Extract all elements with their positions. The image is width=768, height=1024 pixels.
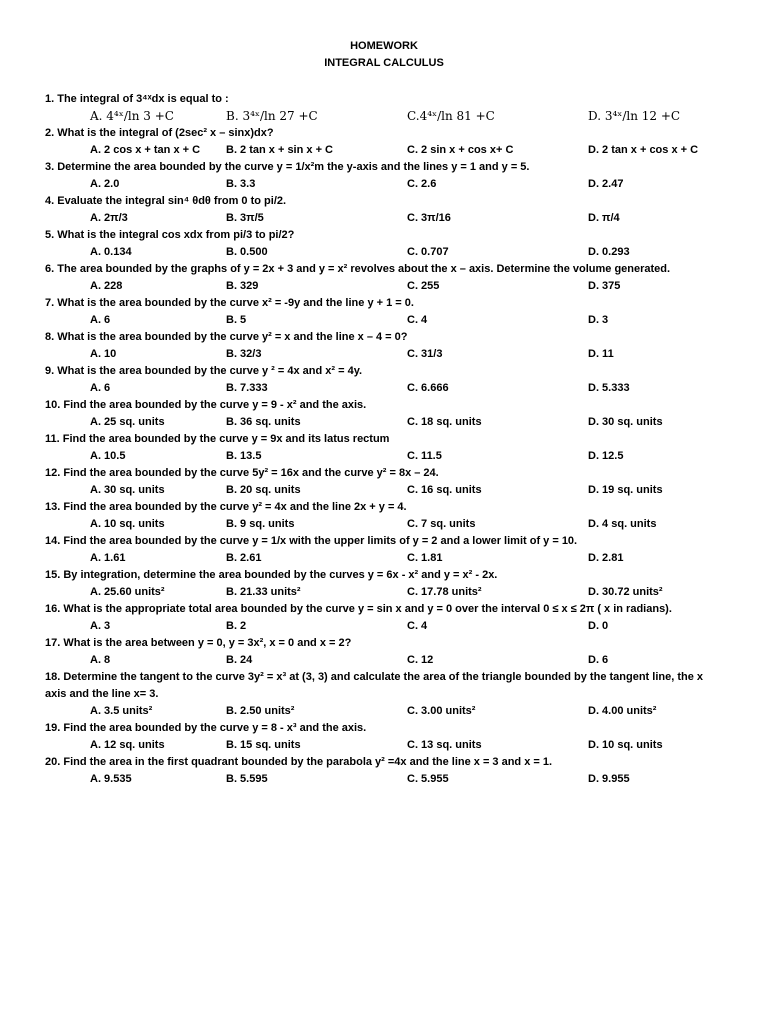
answer-option-d: D. 2 tan x + cos x + C (588, 144, 699, 156)
answer-option-d: D. 0.293 (588, 246, 630, 258)
answer-options (45, 771, 725, 788)
question-text: 18. Determine the tangent to the curve 3y² = x³ at (3, 3) and calculate the area of the triangle bounded by the tangent line, the x axis and the line x= 3. (45, 671, 704, 700)
answer-option-d: D. 11 (588, 348, 614, 360)
answer-option-b: B. 32/3 (226, 348, 262, 360)
question-item (45, 261, 725, 295)
question-item (45, 329, 725, 363)
answer-option-c: C. 4 (407, 314, 428, 326)
question-item (45, 193, 725, 227)
answer-option-d: D. π/4 (588, 212, 620, 224)
question-text: 13. Find the area bounded by the curve y² = 4x and the line 2x + y = 4. (45, 501, 407, 513)
answer-option-b: B. 5.595 (226, 773, 268, 785)
answer-option-b: B. 2.50 units² (226, 705, 295, 717)
answer-option-c: C. 5.955 (407, 773, 449, 785)
question-text: 1. The integral of 3⁴ˣdx is equal to : (45, 93, 229, 105)
answer-option-b: B. 7.333 (226, 382, 268, 394)
question-item (45, 499, 725, 533)
document-title: HOMEWORK (350, 40, 418, 52)
answer-option-d: D. 6 (588, 654, 609, 666)
question-text: 19. Find the area bounded by the curve y = 8 - x³ and the axis. (45, 722, 367, 734)
answer-option-c: C. 31/3 (407, 348, 443, 360)
answer-option-a: A. 0.134 (90, 246, 132, 258)
answer-option-a: A. 228 (90, 280, 123, 292)
answer-option-d: D. 4 sq. units (588, 518, 657, 530)
answer-options (45, 414, 725, 431)
question-item (45, 363, 725, 397)
answer-option-a: A. 8 (90, 654, 111, 666)
question-text: 14. Find the area bounded by the curve y = 1/x with the upper limits of y = 2 and a lower limit of y = 10. (45, 535, 578, 547)
answer-options (45, 618, 725, 635)
question-text: 17. What is the area between y = 0, y = 3x², x = 0 and x = 2? (45, 637, 352, 649)
answer-option-c: C. 12 (407, 654, 434, 666)
question-text: 15. By integration, determine the area bounded by the curves y = 6x - x² and y = x² - 2x. (45, 569, 498, 581)
question-item (45, 720, 725, 754)
question-text: 2. What is the integral of (2sec² x – sinx)dx? (45, 127, 274, 139)
answer-option-d: D. 12.5 (588, 450, 624, 462)
answer-option-b: B. 20 sq. units (226, 484, 301, 496)
document-subtitle: INTEGRAL CALCULUS (324, 57, 444, 69)
answer-option-c: C. 13 sq. units (407, 739, 482, 751)
answer-option-d: D. 2.81 (588, 552, 624, 564)
answer-option-b: B. 3π/5 (226, 212, 264, 224)
answer-option-b: B. 3⁴ˣ/ln 27 +C (226, 109, 318, 123)
answer-option-b: B. 3.3 (226, 178, 256, 190)
answer-options (45, 380, 725, 397)
question-item (45, 91, 725, 125)
answer-option-a: A. 6 (90, 382, 111, 394)
question-text: 5. What is the integral cos xdx from pi/3 to pi/2? (45, 229, 295, 241)
answer-option-a: A. 12 sq. units (90, 739, 165, 751)
question-text: 12. Find the area bounded by the curve 5y² = 16x and the curve y² = 8x – 24. (45, 467, 439, 479)
answer-option-c: C. 0.707 (407, 246, 449, 258)
answer-option-c: C.4⁴ˣ/ln 81 +C (407, 109, 495, 123)
question-item (45, 431, 725, 465)
question-item (45, 635, 725, 669)
answer-option-a: A. 1.61 (90, 552, 126, 564)
question-list (45, 91, 725, 788)
answer-options (45, 584, 725, 601)
answer-option-a: A. 30 sq. units (90, 484, 165, 496)
question-text: 7. What is the area bounded by the curve x² = -9y and the line y + 1 = 0. (45, 297, 414, 309)
answer-option-c: C. 16 sq. units (407, 484, 482, 496)
question-text: 10. Find the area bounded by the curve y = 9 - x² and the axis. (45, 399, 367, 411)
question-item (45, 227, 725, 261)
answer-options (45, 210, 725, 227)
answer-option-a: A. 10 sq. units (90, 518, 165, 530)
answer-option-a: A. 4⁴ˣ/ln 3 +C (90, 109, 174, 123)
question-text: 8. What is the area bounded by the curve y² = x and the line x – 4 = 0? (45, 331, 408, 343)
answer-options (45, 703, 725, 720)
answer-option-b: B. 24 (226, 654, 253, 666)
answer-option-b: B. 36 sq. units (226, 416, 301, 428)
answer-option-c: C. 17.78 units² (407, 586, 482, 598)
answer-option-c: C. 3π/16 (407, 212, 451, 224)
question-text: 11. Find the area bounded by the curve y = 9x and its latus rectum (45, 433, 390, 445)
answer-option-a: A. 2.0 (90, 178, 120, 190)
answer-option-c: C. 3.00 units² (407, 705, 476, 717)
answer-option-d: D. 30 sq. units (588, 416, 663, 428)
answer-options (45, 482, 725, 499)
answer-option-d: D. 2.47 (588, 178, 624, 190)
answer-option-c: C. 2.6 (407, 178, 437, 190)
answer-option-d: D. 9.955 (588, 773, 630, 785)
question-text: 9. What is the area bounded by the curve y ² = 4x and x² = 4y. (45, 365, 363, 377)
answer-option-d: D. 30.72 units² (588, 586, 663, 598)
question-text: 20. Find the area in the first quadrant bounded by the parabola y² =4x and the line x = 3 and x = 1. (45, 756, 553, 768)
answer-options (45, 278, 725, 295)
answer-option-d: D. 375 (588, 280, 621, 292)
answer-option-a: A. 9.535 (90, 773, 132, 785)
answer-option-a: A. 3.5 units² (90, 705, 153, 717)
answer-option-a: A. 10 (90, 348, 117, 360)
answer-option-b: B. 2.61 (226, 552, 262, 564)
answer-option-c: C. 4 (407, 620, 428, 632)
answer-option-c: C. 11.5 (407, 450, 442, 462)
answer-options (45, 652, 725, 669)
question-item (45, 669, 725, 720)
question-item (45, 601, 725, 635)
answer-option-a: A. 2π/3 (90, 212, 128, 224)
answer-option-d: D. 5.333 (588, 382, 630, 394)
answer-option-d: D. 10 sq. units (588, 739, 663, 751)
answer-option-d: D. 0 (588, 620, 609, 632)
question-item (45, 567, 725, 601)
question-item (45, 295, 725, 329)
question-item (45, 533, 725, 567)
answer-options (45, 516, 725, 533)
question-text: 16. What is the appropriate total area bounded by the curve y = sin x and y = 0 over the interval 0 ≤ x ≤ 2π ( x in radians). (45, 603, 672, 615)
answer-option-b: B. 2 (226, 620, 247, 632)
question-text: 3. Determine the area bounded by the curve y = 1/x²m the y-axis and the lines y = 1 and y = 5. (45, 161, 530, 173)
answer-options (45, 448, 725, 465)
answer-option-d: D. 19 sq. units (588, 484, 663, 496)
answer-option-c: C. 2 sin x + cos x+ C (407, 144, 514, 156)
question-item (45, 159, 725, 193)
question-item (45, 754, 725, 788)
answer-option-a: A. 2 cos x + tan x + C (90, 144, 201, 156)
answer-options (45, 142, 725, 159)
answer-options (45, 176, 725, 193)
answer-option-a: A. 10.5 (90, 450, 126, 462)
answer-option-d: D. 3⁴ˣ/ln 12 +C (588, 109, 681, 123)
answer-option-c: C. 1.81 (407, 552, 443, 564)
question-text: 6. The area bounded by the graphs of y = 2x + 3 and y = x² revolves about the x – axis. Determine the volume generated. (45, 263, 671, 275)
answer-options (45, 312, 725, 329)
answer-options (45, 244, 725, 261)
answer-option-b: B. 21.33 units² (226, 586, 301, 598)
answer-options (45, 346, 725, 363)
question-item (45, 465, 725, 499)
answer-option-c: C. 6.666 (407, 382, 449, 394)
answer-option-a: A. 3 (90, 620, 111, 632)
answer-option-b: B. 13.5 (226, 450, 262, 462)
answer-options (45, 737, 725, 754)
answer-option-d: D. 4.00 units² (588, 705, 657, 717)
answer-option-c: C. 7 sq. units (407, 518, 476, 530)
answer-option-a: A. 25 sq. units (90, 416, 165, 428)
answer-option-c: C. 18 sq. units (407, 416, 482, 428)
answer-option-c: C. 255 (407, 280, 440, 292)
question-item (45, 125, 725, 159)
answer-option-b: B. 329 (226, 280, 259, 292)
answer-option-b: B. 15 sq. units (226, 739, 301, 751)
question-item (45, 397, 725, 431)
answer-option-b: B. 5 (226, 314, 247, 326)
answer-options (45, 550, 725, 567)
answer-option-d: D. 3 (588, 314, 609, 326)
question-text: 4. Evaluate the integral sin⁴ θdθ from 0 to pi/2. (45, 195, 287, 207)
answer-options (45, 108, 725, 125)
answer-option-a: A. 6 (90, 314, 111, 326)
answer-option-a: A. 25.60 units² (90, 586, 165, 598)
answer-option-b: B. 2 tan x + sin x + C (226, 144, 333, 156)
answer-option-b: B. 0.500 (226, 246, 268, 258)
answer-option-b: B. 9 sq. units (226, 518, 295, 530)
